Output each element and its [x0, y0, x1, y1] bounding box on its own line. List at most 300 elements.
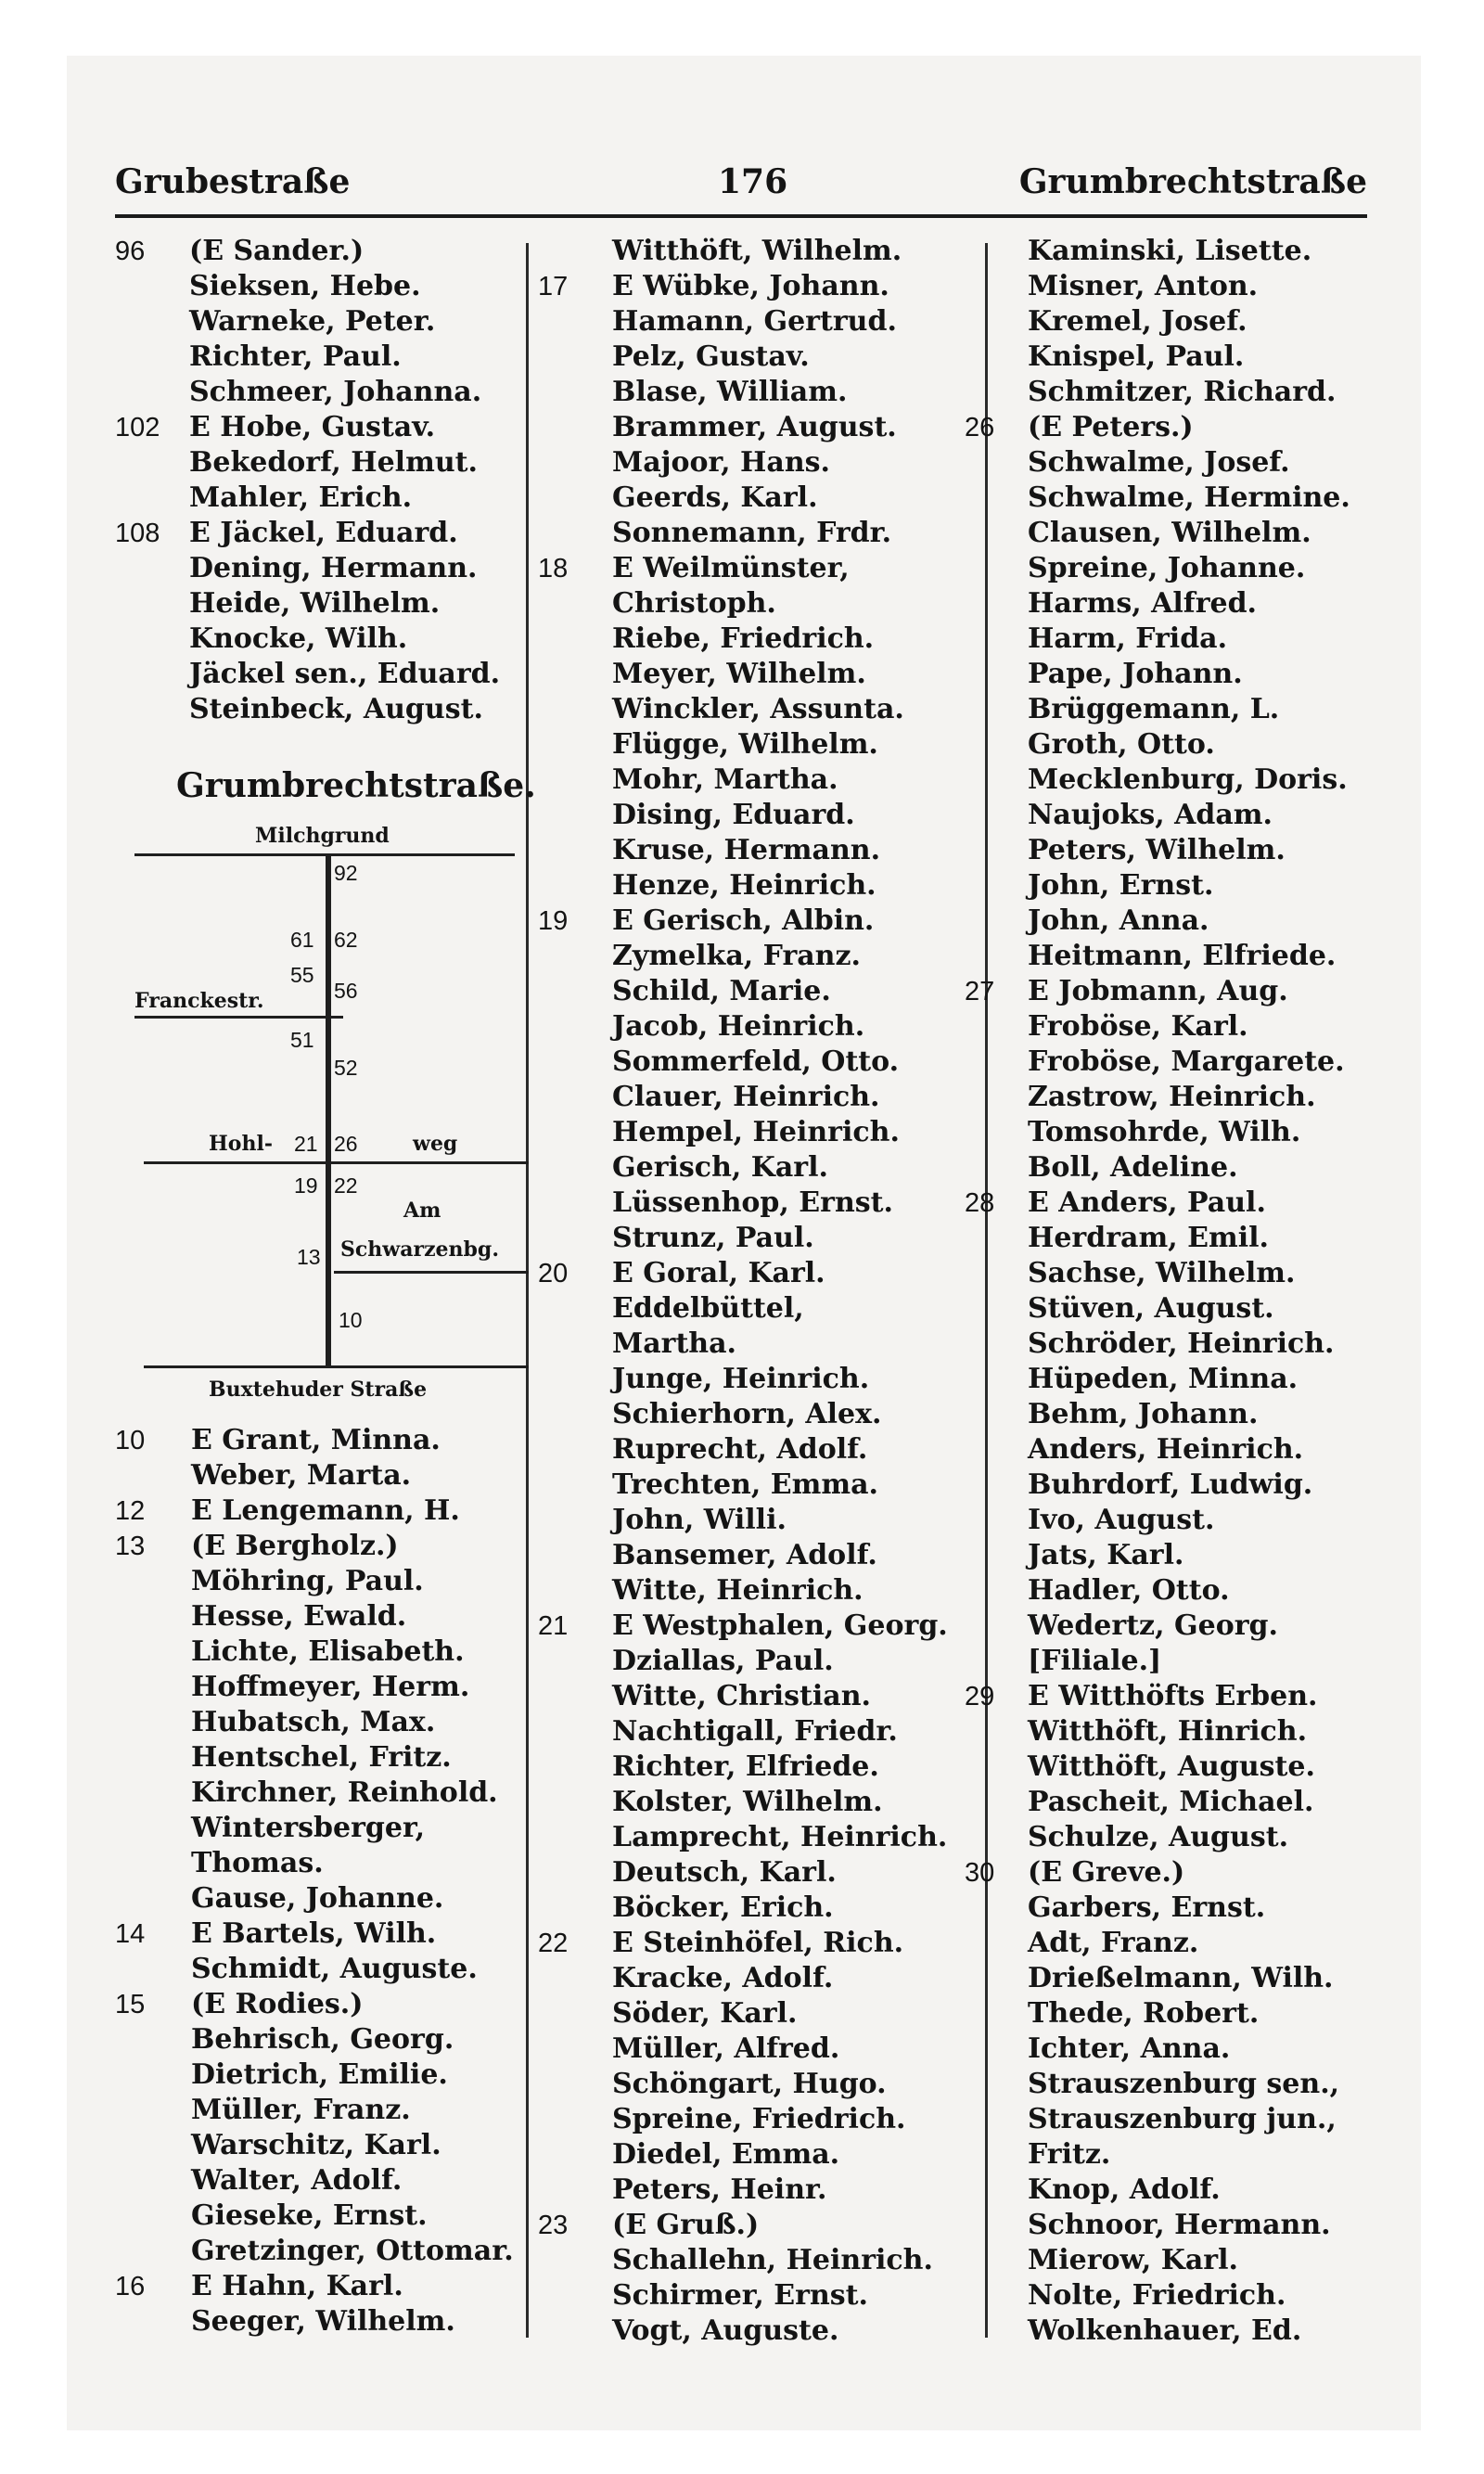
- map-line-schwarzenbg: [334, 1271, 529, 1274]
- directory-entry: [115, 1599, 523, 1634]
- map-label-schwarzenbg: Schwarzenbg.: [340, 1237, 499, 1262]
- resident-name: Drießelmann, Wilh.: [1028, 1962, 1334, 1994]
- map-number: 22: [334, 1173, 358, 1198]
- resident-name: Stüven, August.: [1028, 1292, 1274, 1325]
- resident-name: Froböse, Margarete.: [1028, 1045, 1345, 1078]
- resident-name: Hamann, Gertrud.: [612, 305, 897, 338]
- directory-entry: [115, 1811, 523, 1846]
- resident-name: Schirmer, Ernst.: [612, 2279, 868, 2312]
- resident-name: E Hahn, Karl.: [191, 2270, 403, 2302]
- resident-name: Boll, Adeline.: [1028, 1151, 1238, 1184]
- directory-entry: [538, 1150, 981, 1186]
- resident-name: Strunz, Paul.: [612, 1222, 814, 1254]
- resident-name: E Hobe, Gustav.: [189, 411, 436, 443]
- directory-entry: [115, 234, 523, 269]
- resident-name: Strauszenburg sen.,: [1028, 2068, 1340, 2100]
- directory-entry: [965, 1115, 1410, 1150]
- resident-name: Pape, Johann.: [1028, 658, 1243, 690]
- directory-entry: [538, 2208, 981, 2243]
- resident-name: Buhrdorf, Ludwig.: [1028, 1468, 1313, 1501]
- directory-entry: [965, 2137, 1410, 2173]
- resident-name: Brüggemann, L.: [1028, 693, 1280, 725]
- resident-name: Jacob, Heinrich.: [612, 1010, 865, 1043]
- resident-name: Nolte, Friedrich.: [1028, 2279, 1286, 2312]
- map-number: 52: [334, 1056, 358, 1080]
- house-number: 17: [538, 272, 569, 301]
- directory-entry: [538, 1080, 981, 1115]
- directory-entry: [965, 1432, 1410, 1468]
- directory-entry: [115, 1952, 523, 1987]
- resident-name: Hüpeden, Minna.: [1028, 1363, 1298, 1395]
- house-number: 27: [965, 977, 995, 1006]
- directory-entry: [538, 1714, 981, 1750]
- resident-name: Warschitz, Karl.: [191, 2129, 441, 2161]
- resident-name: Spreine, Johanne.: [1028, 552, 1306, 584]
- resident-name: Behrisch, Georg.: [191, 2023, 454, 2056]
- directory-entry: [965, 2173, 1410, 2208]
- directory-entry: [115, 2304, 523, 2339]
- resident-name: Zastrow, Heinrich.: [1028, 1081, 1316, 1113]
- house-number: 14: [115, 1919, 146, 1949]
- resident-name: Hadler, Otto.: [1028, 1574, 1230, 1607]
- directory-entry: [965, 1891, 1410, 1926]
- resident-name: Hentschel, Fritz.: [191, 1741, 452, 1774]
- map-label-buxtehuder: Buxtehuder Straße: [209, 1378, 428, 1402]
- map-number: 62: [334, 928, 358, 952]
- directory-entry: [538, 2032, 981, 2067]
- directory-entry: [115, 1987, 523, 2022]
- resident-name: Blase, William.: [612, 376, 848, 408]
- directory-entry: [965, 269, 1410, 304]
- resident-name: Anders, Heinrich.: [1028, 1433, 1304, 1466]
- resident-name: Heide, Wilhelm.: [189, 587, 441, 620]
- map-number: 61: [290, 928, 314, 952]
- directory-entry: [965, 1468, 1410, 1503]
- map-line-franckestr: [134, 1016, 343, 1019]
- street-map: [134, 816, 524, 1410]
- directory-entry: [115, 304, 523, 340]
- directory-entry: [538, 1785, 981, 1820]
- directory-entry: [538, 2278, 981, 2314]
- directory-entry: [538, 1750, 981, 1785]
- directory-entry: [965, 1009, 1410, 1045]
- directory-entry: [965, 1820, 1410, 1855]
- directory-entry: [965, 1327, 1410, 1362]
- directory-entry: [538, 234, 981, 269]
- directory-entry: [538, 2173, 981, 2208]
- directory-entry: [965, 1256, 1410, 1291]
- house-number: 22: [538, 1929, 569, 1958]
- resident-name: Sommerfeld, Otto.: [612, 1045, 900, 1078]
- resident-name: E Lengemann, H.: [191, 1494, 460, 1527]
- house-number: 20: [538, 1259, 569, 1288]
- directory-entry: [965, 1291, 1410, 1327]
- directory-entry: [115, 2269, 523, 2304]
- directory-entry: [965, 763, 1410, 798]
- resident-name: Wintersberger,: [191, 1812, 426, 1844]
- resident-name: Jäckel sen., Eduard.: [189, 658, 501, 690]
- resident-name: Riebe, Friedrich.: [612, 622, 875, 655]
- directory-entry: [965, 375, 1410, 410]
- resident-name: Harms, Alfred.: [1028, 587, 1258, 620]
- directory-entry: [965, 1609, 1410, 1644]
- resident-name: E Goral, Karl.: [612, 1257, 825, 1289]
- directory-entry: [115, 1634, 523, 1670]
- resident-name: Witte, Christian.: [612, 1680, 871, 1712]
- resident-name: Pelz, Gustav.: [612, 340, 810, 373]
- section-title: Grumbrechtstraße.: [176, 766, 536, 805]
- resident-name: Spreine, Friedrich.: [612, 2103, 906, 2135]
- resident-name: Behm, Johann.: [1028, 1398, 1259, 1430]
- resident-name: Gretzinger, Ottomar.: [191, 2235, 514, 2267]
- directory-entry: [965, 1186, 1410, 1221]
- column-2: [538, 234, 981, 2349]
- resident-name: John, Ernst.: [1028, 869, 1214, 902]
- directory-entry: [538, 1573, 981, 1609]
- resident-name: Hempel, Heinrich.: [612, 1116, 900, 1148]
- resident-name: Lüssenhop, Ernst.: [612, 1186, 893, 1219]
- directory-entry: [538, 269, 981, 304]
- directory-entry: [538, 375, 981, 410]
- directory-entry: [965, 727, 1410, 763]
- resident-name: Heitmann, Elfriede.: [1028, 940, 1337, 972]
- directory-entry: [538, 481, 981, 516]
- directory-entry: [538, 1291, 981, 1327]
- directory-entry: [965, 1961, 1410, 1996]
- map-label-franckestr: Franckestr.: [134, 989, 264, 1013]
- resident-name: Walter, Adolf.: [191, 2164, 403, 2197]
- resident-name: Wolkenhauer, Ed.: [1028, 2314, 1302, 2347]
- resident-name: Hoffmeyer, Herm.: [191, 1671, 470, 1703]
- resident-name: (E Gruß.): [612, 2209, 760, 2241]
- map-line-buxtehuder: [144, 1365, 529, 1368]
- directory-entry: [538, 340, 981, 375]
- resident-name: Kruse, Hermann.: [612, 834, 881, 866]
- resident-name: Sonnemann, Frdr.: [612, 517, 892, 549]
- house-number: 13: [115, 1532, 146, 1561]
- map-line-milchgrund: [134, 853, 515, 856]
- resident-name: John, Anna.: [1028, 904, 1209, 937]
- directory-entry: [538, 2314, 981, 2349]
- house-number: 15: [115, 1990, 146, 2019]
- directory-entry: [115, 1458, 523, 1493]
- page-number: 176: [718, 162, 788, 201]
- resident-name: Schallehn, Heinrich.: [612, 2244, 933, 2276]
- directory-entry: [538, 763, 981, 798]
- directory-entry: [965, 1503, 1410, 1538]
- directory-entry: [538, 1432, 981, 1468]
- directory-entry: [965, 974, 1410, 1009]
- resident-name: (E Sander.): [189, 235, 365, 267]
- directory-entry: [538, 1644, 981, 1679]
- resident-name: E Westphalen, Georg.: [612, 1609, 948, 1642]
- directory-entry: [538, 1397, 981, 1432]
- house-number: 21: [538, 1611, 569, 1641]
- resident-name: Ichter, Anna.: [1028, 2032, 1231, 2065]
- resident-name: Steinbeck, August.: [189, 693, 483, 725]
- resident-name: (E Rodies.): [191, 1988, 364, 2020]
- resident-name: Schröder, Heinrich.: [1028, 1327, 1335, 1360]
- directory-entry: [965, 586, 1410, 622]
- resident-name: Knop, Adolf.: [1028, 2173, 1221, 2206]
- house-number: 96: [115, 237, 146, 266]
- map-number: 92: [334, 861, 358, 885]
- directory-entry: [115, 2163, 523, 2198]
- house-number: 12: [115, 1496, 146, 1526]
- resident-name: Schmeer, Johanna.: [189, 376, 482, 408]
- resident-name: E Bartels, Wilh.: [191, 1917, 437, 1950]
- column-1-top: [115, 234, 523, 727]
- resident-name: John, Willi.: [612, 1504, 787, 1536]
- directory-entry: [115, 551, 523, 586]
- house-number: 28: [965, 1188, 995, 1218]
- directory-entry: [538, 1256, 981, 1291]
- resident-name: Witthöft, Wilhelm.: [612, 235, 902, 267]
- resident-name: Möhring, Paul.: [191, 1565, 424, 1597]
- resident-name: E Wübke, Johann.: [612, 270, 889, 302]
- directory-entry: [965, 2208, 1410, 2243]
- resident-name: Ruprecht, Adolf.: [612, 1433, 868, 1466]
- header-left-street: Grubestraße: [115, 162, 351, 201]
- resident-name: Richter, Paul.: [189, 340, 402, 373]
- directory-entry: [538, 1503, 981, 1538]
- resident-name: Schmitzer, Richard.: [1028, 376, 1337, 408]
- resident-name: Brammer, August.: [612, 411, 897, 443]
- resident-name: Gause, Johanne.: [191, 1882, 444, 1915]
- resident-name: Clauer, Heinrich.: [612, 1081, 880, 1113]
- directory-entry: [538, 798, 981, 833]
- directory-entry: [538, 304, 981, 340]
- directory-entry: [538, 904, 981, 939]
- house-number: 102: [115, 413, 160, 442]
- directory-entry: [965, 2278, 1410, 2314]
- directory-entry: [965, 2314, 1410, 2349]
- resident-name: (E Peters.): [1028, 411, 1194, 443]
- resident-name: Schild, Marie.: [612, 975, 831, 1007]
- directory-entry: [115, 2198, 523, 2234]
- directory-entry: [965, 234, 1410, 269]
- directory-entry: [965, 833, 1410, 868]
- directory-entry: [965, 1855, 1410, 1891]
- directory-entry: [538, 1538, 981, 1573]
- resident-name: Nachtigall, Friedr.: [612, 1715, 898, 1748]
- directory-entry: [538, 551, 981, 586]
- resident-name: Sachse, Wilhelm.: [1028, 1257, 1296, 1289]
- house-number: 30: [965, 1858, 995, 1888]
- resident-name: Winckler, Assunta.: [612, 693, 904, 725]
- directory-entry: [965, 1644, 1410, 1679]
- map-number: 51: [290, 1028, 314, 1052]
- map-number: 10: [339, 1308, 363, 1332]
- resident-name: Mahler, Erich.: [189, 481, 413, 514]
- resident-name: Herdram, Emil.: [1028, 1222, 1269, 1254]
- resident-name: Richter, Elfriede.: [612, 1750, 879, 1783]
- header-rule: [115, 214, 1367, 218]
- resident-name: Wedertz, Georg.: [1028, 1609, 1278, 1642]
- resident-name: Thede, Robert.: [1028, 1997, 1260, 2030]
- resident-name: Lamprecht, Heinrich.: [612, 1821, 948, 1853]
- directory-entry: [115, 340, 523, 375]
- directory-entry: [965, 410, 1410, 445]
- resident-name: Meyer, Wilhelm.: [612, 658, 866, 690]
- resident-name: Schulze, August.: [1028, 1821, 1289, 1853]
- directory-entry: [115, 1529, 523, 1564]
- directory-entry: [538, 974, 981, 1009]
- resident-name: Strauszenburg jun.,: [1028, 2103, 1337, 2135]
- resident-name: Jats, Karl.: [1028, 1539, 1184, 1571]
- resident-name: Thomas.: [191, 1847, 324, 1879]
- directory-entry: [965, 1362, 1410, 1397]
- directory-entry: [115, 692, 523, 727]
- directory-entry: [538, 1679, 981, 1714]
- resident-name: E Grant, Minna.: [191, 1424, 441, 1456]
- resident-name: Groth, Otto.: [1028, 728, 1215, 761]
- directory-entry: [965, 445, 1410, 481]
- resident-name: Kaminski, Lisette.: [1028, 235, 1312, 267]
- resident-name: Kremel, Josef.: [1028, 305, 1247, 338]
- directory-entry: [538, 692, 981, 727]
- resident-name: Sieksen, Hebe.: [189, 270, 421, 302]
- resident-name: E Weilmünster,: [612, 552, 850, 584]
- directory-entry: [115, 1881, 523, 1916]
- directory-entry: [965, 904, 1410, 939]
- resident-name: Lichte, Elisabeth.: [191, 1635, 465, 1668]
- resident-name: Mecklenburg, Doris.: [1028, 763, 1348, 796]
- resident-name: E Jäckel, Eduard.: [189, 517, 458, 549]
- directory-entry: [115, 1493, 523, 1529]
- directory-entry: [538, 1327, 981, 1362]
- directory-entry: [115, 2128, 523, 2163]
- directory-entry: [965, 1750, 1410, 1785]
- map-label-am: Am: [403, 1199, 441, 1223]
- directory-entry: [115, 1916, 523, 1952]
- column-divider-1: [526, 243, 529, 2338]
- resident-name: E Anders, Paul.: [1028, 1186, 1266, 1219]
- directory-entry: [538, 1891, 981, 1926]
- column-1-bottom: [115, 1423, 523, 2339]
- house-number: 10: [115, 1426, 146, 1455]
- resident-name: Bekedorf, Helmut.: [189, 446, 478, 479]
- directory-entry: [538, 1855, 981, 1891]
- directory-entry: [538, 1115, 981, 1150]
- resident-name: Söder, Karl.: [612, 1997, 798, 2030]
- directory-entry: [538, 727, 981, 763]
- resident-name: Knocke, Wilh.: [189, 622, 408, 655]
- resident-name: Misner, Anton.: [1028, 270, 1259, 302]
- resident-name: Peters, Wilhelm.: [1028, 834, 1286, 866]
- directory-entry: [538, 939, 981, 974]
- map-line-hohlweg: [144, 1161, 529, 1164]
- header-right-street: Grumbrechtstraße: [1018, 162, 1367, 201]
- directory-entry: [538, 1362, 981, 1397]
- directory-entry: [538, 1926, 981, 1961]
- directory-entry: [538, 1961, 981, 1996]
- resident-name: Weber, Marta.: [191, 1459, 412, 1492]
- resident-name: E Witthöfts Erben.: [1028, 1680, 1318, 1712]
- resident-name: [Filiale.]: [1028, 1645, 1162, 1677]
- directory-entry: [115, 445, 523, 481]
- map-label-milchgrund: Milchgrund: [255, 824, 390, 848]
- resident-name: Dising, Eduard.: [612, 799, 855, 831]
- directory-entry: [965, 1714, 1410, 1750]
- resident-name: E Steinhöfel, Rich.: [612, 1927, 904, 1959]
- resident-name: Geerds, Karl.: [612, 481, 818, 514]
- resident-name: Schöngart, Hugo.: [612, 2068, 887, 2100]
- directory-entry: [965, 1679, 1410, 1714]
- map-number: 19: [294, 1173, 318, 1198]
- directory-entry: [965, 622, 1410, 657]
- resident-name: Adt, Franz.: [1028, 1927, 1199, 1959]
- directory-entry: [115, 1775, 523, 1811]
- resident-name: Bansemer, Adolf.: [612, 1539, 877, 1571]
- resident-name: Diedel, Emma.: [612, 2138, 840, 2171]
- resident-name: Ivo, August.: [1028, 1504, 1215, 1536]
- resident-name: Schierhorn, Alex.: [612, 1398, 882, 1430]
- resident-name: Mohr, Martha.: [612, 763, 838, 796]
- resident-name: Schwalme, Hermine.: [1028, 481, 1350, 514]
- resident-name: Witte, Heinrich.: [612, 1574, 864, 1607]
- directory-entry: [965, 1080, 1410, 1115]
- directory-entry: [965, 481, 1410, 516]
- directory-entry: [965, 1996, 1410, 2032]
- resident-name: Knispel, Paul.: [1028, 340, 1245, 373]
- resident-name: Schmidt, Auguste.: [191, 1953, 478, 1985]
- directory-entry: [538, 657, 981, 692]
- house-number: 23: [538, 2211, 569, 2240]
- resident-name: Warneke, Peter.: [189, 305, 436, 338]
- directory-entry: [115, 2022, 523, 2057]
- directory-entry: [538, 1045, 981, 1080]
- directory-entry: [965, 340, 1410, 375]
- map-number: 55: [290, 963, 314, 987]
- house-number: 108: [115, 519, 160, 548]
- directory-entry: [538, 2137, 981, 2173]
- directory-entry: [965, 2102, 1410, 2137]
- directory-entry: [538, 1609, 981, 1644]
- resident-name: Majoor, Hans.: [612, 446, 830, 479]
- resident-name: Peters, Heinr.: [612, 2173, 827, 2206]
- resident-name: Junge, Heinrich.: [612, 1363, 870, 1395]
- directory-entry: [115, 2234, 523, 2269]
- directory-entry: [965, 1538, 1410, 1573]
- resident-name: Müller, Alfred.: [612, 2032, 840, 2065]
- directory-entry: [965, 1150, 1410, 1186]
- resident-name: Schnoor, Hermann.: [1028, 2209, 1331, 2241]
- resident-name: Martha.: [612, 1327, 737, 1360]
- resident-name: Witthöft, Hinrich.: [1028, 1715, 1308, 1748]
- directory-entry: [965, 2243, 1410, 2278]
- directory-entry: [965, 692, 1410, 727]
- resident-name: Kracke, Adolf.: [612, 1962, 834, 1994]
- map-line-main-street: [326, 853, 331, 1365]
- directory-entry: [115, 2057, 523, 2093]
- resident-name: Seeger, Wilhelm.: [191, 2305, 455, 2338]
- resident-name: Kolster, Wilhelm.: [612, 1786, 883, 1818]
- directory-entry: [538, 868, 981, 904]
- resident-name: (E Greve.): [1028, 1856, 1185, 1889]
- resident-name: Trechten, Emma.: [612, 1468, 878, 1501]
- directory-entry: [115, 622, 523, 657]
- directory-entry: [538, 1820, 981, 1855]
- directory-entry: [115, 1705, 523, 1740]
- map-number: 13: [297, 1245, 321, 1269]
- resident-name: (E Bergholz.): [191, 1530, 399, 1562]
- resident-name: Naujoks, Adam.: [1028, 799, 1273, 831]
- directory-entry: [965, 1221, 1410, 1256]
- directory-entry: [965, 868, 1410, 904]
- resident-name: Dening, Hermann.: [189, 552, 478, 584]
- directory-entry: [115, 1670, 523, 1705]
